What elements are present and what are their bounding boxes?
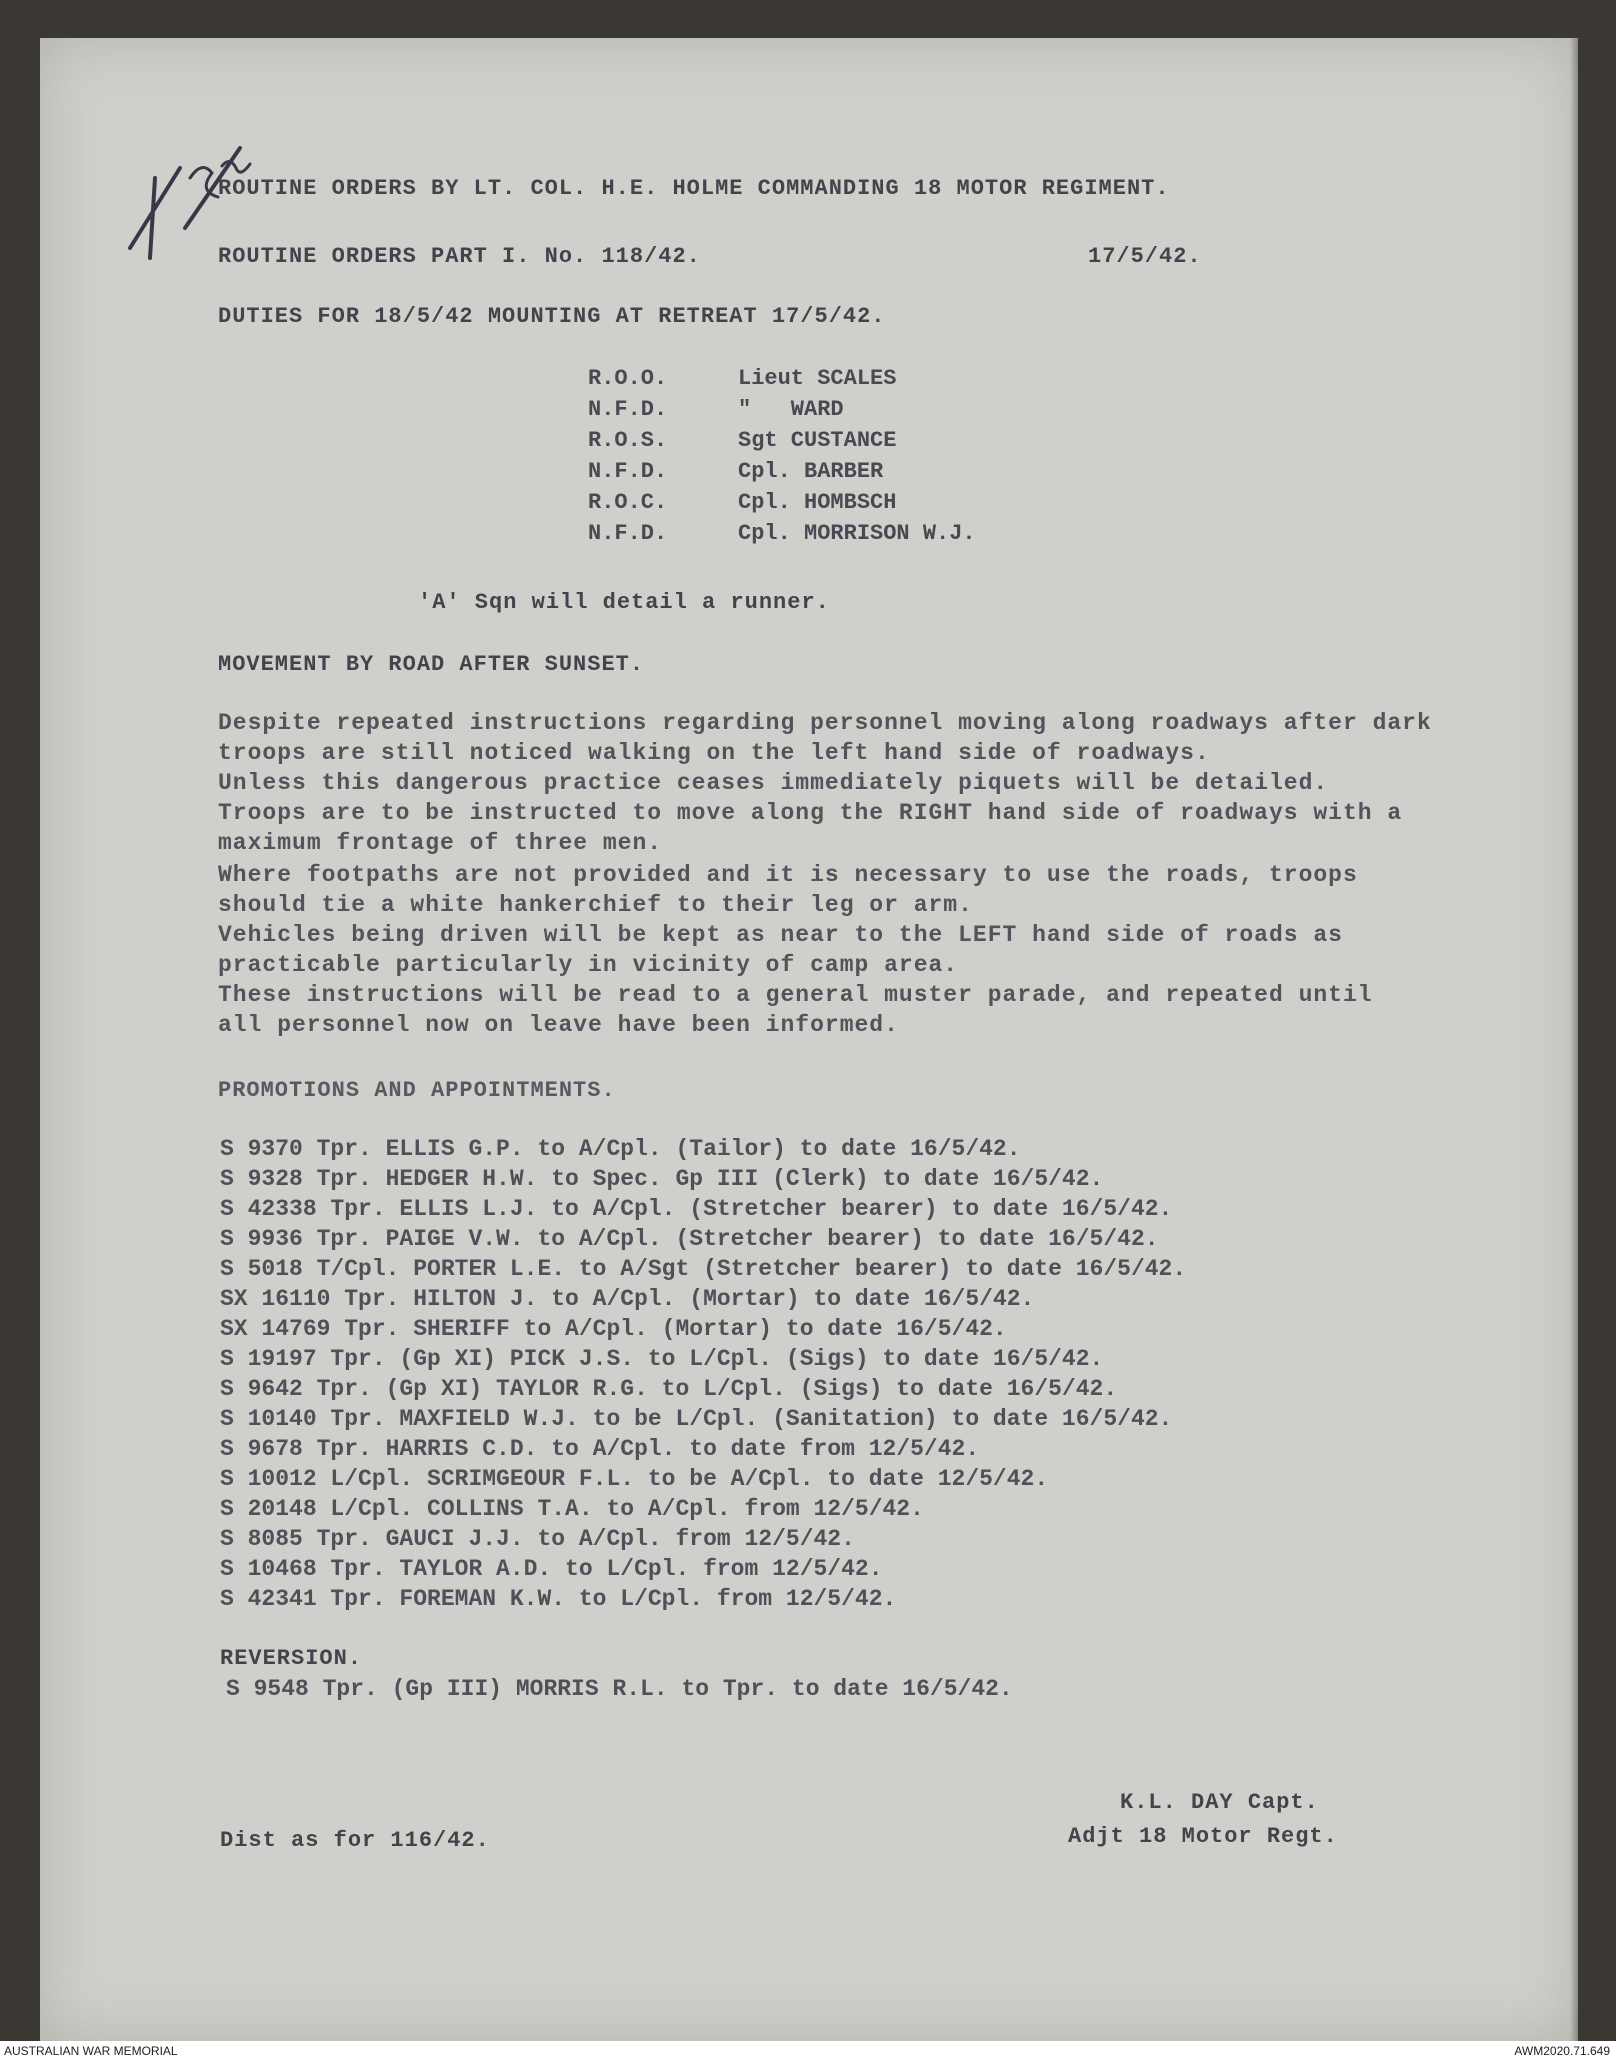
duties-heading: DUTIES FOR 18/5/42 MOUNTING AT RETREAT 17/5/42. xyxy=(218,304,886,329)
handwritten-annotation xyxy=(110,108,310,308)
promotion-line: S 10468 Tpr. TAYLOR A.D. to L/Cpl. from 12/5/42. xyxy=(220,1556,883,1582)
promotion-line: S 19197 Tpr. (Gp XI) PICK J.S. to L/Cpl. (Sigs) to date 16/5/42. xyxy=(220,1346,1104,1372)
promotion-line: S 20148 L/Cpl. COLLINS T.A. to A/Cpl. from 12/5/42. xyxy=(220,1496,924,1522)
duty-row: R.O.S. Sgt CUSTANCE xyxy=(588,428,897,453)
order-title: ROUTINE ORDERS BY LT. COL. H.E. HOLME COMMANDING 18 MOTOR REGIMENT. xyxy=(218,176,1170,201)
movement-line: maximum frontage of three men. xyxy=(218,830,663,856)
movement-line: practicable particularly in vicinity of camp area. xyxy=(218,952,959,978)
promotion-line: SX 16110 Tpr. HILTON J. to A/Cpl. (Mortar) to date 16/5/42. xyxy=(220,1286,1035,1312)
promotion-line: S 9370 Tpr. ELLIS G.P. to A/Cpl. (Tailor) to date 16/5/42. xyxy=(220,1136,1021,1162)
distribution-note: Dist as for 116/42. xyxy=(220,1828,490,1853)
duty-row: N.F.D. " WARD xyxy=(588,397,844,422)
promotion-line: SX 14769 Tpr. SHERIFF to A/Cpl. (Mortar) to date 16/5/42. xyxy=(220,1316,1007,1342)
document-page xyxy=(40,38,1578,2041)
movement-line: all personnel now on leave have been informed. xyxy=(218,1012,899,1038)
movement-line: should tie a white hankerchief to their leg or arm. xyxy=(218,892,973,918)
duty-row: N.F.D. Cpl. MORRISON W.J. xyxy=(588,521,976,546)
order-number: ROUTINE ORDERS PART I. No. 118/42. xyxy=(218,244,701,269)
duty-row: R.O.C. Cpl. HOMBSCH xyxy=(588,490,897,515)
movement-line: troops are still noticed walking on the left hand side of roadways. xyxy=(218,740,1210,766)
footer-accession-number: AWM2020.71.649 xyxy=(1514,2044,1610,2058)
order-date: 17/5/42. xyxy=(1088,244,1202,269)
runner-note: 'A' Sqn will detail a runner. xyxy=(418,590,830,615)
movement-line: Where footpaths are not provided and it is necessary to use the roads, troops xyxy=(218,862,1358,888)
promotion-line: S 42341 Tpr. FOREMAN K.W. to L/Cpl. from 12/5/42. xyxy=(220,1586,897,1612)
movement-line: Despite repeated instructions regarding personnel moving along roadways after dark xyxy=(218,710,1432,736)
movement-line: Unless this dangerous practice ceases immediately piquets will be detailed. xyxy=(218,770,1329,796)
footer-bar xyxy=(0,2041,1616,2061)
promotion-line: S 5018 T/Cpl. PORTER L.E. to A/Sgt (Stretcher bearer) to date 16/5/42. xyxy=(220,1256,1187,1282)
movement-line: These instructions will be read to a general muster parade, and repeated until xyxy=(218,982,1373,1008)
duty-row: N.F.D. Cpl. BARBER xyxy=(588,459,884,484)
promotion-line: S 10012 L/Cpl. SCRIMGEOUR F.L. to be A/Cpl. to date 12/5/42. xyxy=(220,1466,1049,1492)
footer-credit: AUSTRALIAN WAR MEMORIAL xyxy=(4,2044,178,2058)
movement-heading: MOVEMENT BY ROAD AFTER SUNSET. xyxy=(218,652,645,677)
movement-line: Troops are to be instructed to move along the RIGHT hand side of roadways with a xyxy=(218,800,1403,826)
promotion-line: S 9642 Tpr. (Gp XI) TAYLOR R.G. to L/Cpl. (Sigs) to date 16/5/42. xyxy=(220,1376,1118,1402)
reversion-heading: REVERSION. xyxy=(220,1646,363,1671)
promotion-line: S 9328 Tpr. HEDGER H.W. to Spec. Gp III (Clerk) to date 16/5/42. xyxy=(220,1166,1104,1192)
promotion-line: S 42338 Tpr. ELLIS L.J. to A/Cpl. (Stretcher bearer) to date 16/5/42. xyxy=(220,1196,1173,1222)
reversion-line: S 9548 Tpr. (Gp III) MORRIS R.L. to Tpr. to date 16/5/42. xyxy=(226,1676,1013,1702)
promotion-line: S 9678 Tpr. HARRIS C.D. to A/Cpl. to date from 12/5/42. xyxy=(220,1436,980,1462)
movement-line: Vehicles being driven will be kept as near to the LEFT hand side of roads as xyxy=(218,922,1343,948)
signature-name: K.L. DAY Capt. xyxy=(1120,1790,1319,1815)
promotion-line: S 10140 Tpr. MAXFIELD W.J. to be L/Cpl. (Sanitation) to date 16/5/42. xyxy=(220,1406,1173,1432)
promotion-line: S 9936 Tpr. PAIGE V.W. to A/Cpl. (Stretcher bearer) to date 16/5/42. xyxy=(220,1226,1159,1252)
promotion-line: S 8085 Tpr. GAUCI J.J. to A/Cpl. from 12/5/42. xyxy=(220,1526,855,1552)
promotions-heading: PROMOTIONS AND APPOINTMENTS. xyxy=(218,1078,616,1103)
signature-title: Adjt 18 Motor Regt. xyxy=(1068,1824,1338,1849)
duty-row: R.O.O. Lieut SCALES xyxy=(588,366,897,391)
